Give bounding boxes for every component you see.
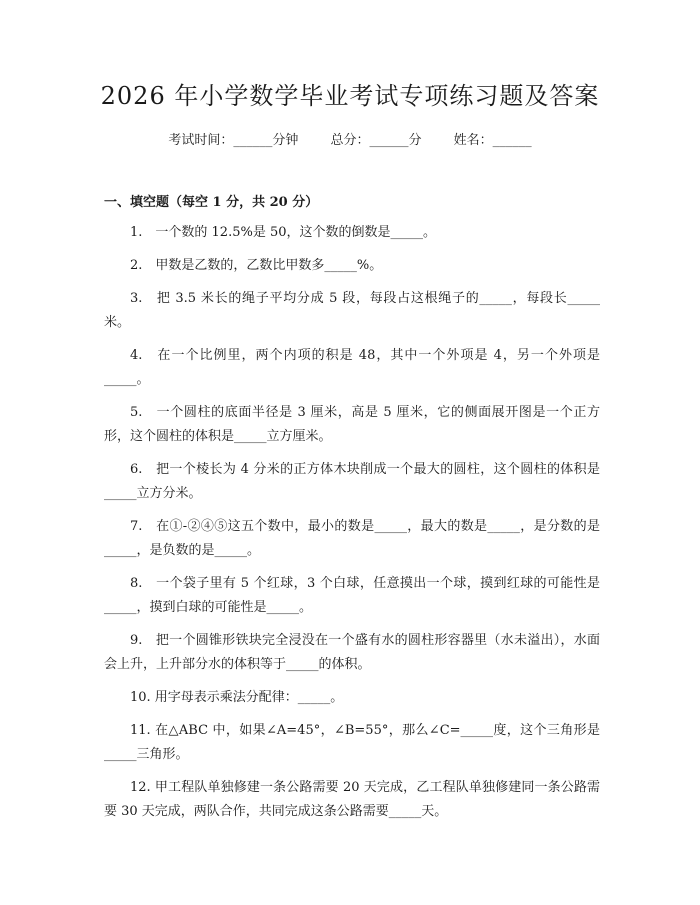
- question-item: 4. 在一个比例里，两个内项的积是 48，其中一个外项是 4，另一个外项是_____。: [104, 348, 600, 387]
- question-item: 5. 一个圆柱的底面半径是 3 厘米，高是 5 厘米，它的侧面展开图是一个正方形，这个圆柱的体积是_____立方厘米。: [104, 405, 600, 444]
- page-title: 2026 年小学数学毕业考试专项练习题及答案: [100, 82, 600, 110]
- question-item: 7. 在①-②④⑤这五个数中，最小的数是_____，最大的数是_____，是分数的是_____，是负数的是_____。: [104, 519, 600, 558]
- student-name-field: 姓名：______: [453, 133, 532, 148]
- question-item: 3. 把 3.5 米长的绳子平均分成 5 段，每段占这根绳子的_____，每段长_____米。: [104, 291, 600, 330]
- exam-info-line: [0, 131, 700, 151]
- section-heading: 一、填空题（每空 1 分，共 20 分）: [104, 195, 319, 210]
- question-item: 12. 甲工程队单独修建一条公路需要 20 天完成，乙工程队单独修建同一条公路需要 30 天完成，两队合作，共同完成这条公路需要_____天。: [104, 780, 600, 819]
- question-item: 8. 一个袋子里有 5 个红球，3 个白球，任意摸出一个球，摸到红球的可能性是_____，摸到白球的可能性是_____。: [104, 576, 600, 615]
- question-item: 2. 甲数是乙数的，乙数比甲数多_____%。: [130, 258, 383, 273]
- question-item: 10. 用字母表示乘法分配律：_____。: [130, 690, 344, 705]
- exam-time-field: 考试时间：______分钟: [168, 133, 299, 148]
- question-item: 11. 在△ABC 中，如果∠A=45°，∠B=55°，那么∠C=_____度，这个三角形是_____三角形。: [104, 723, 600, 762]
- total-score-field: 总分：______分: [330, 133, 422, 148]
- question-list: [104, 221, 600, 833]
- question-item: 1. 一个数的 12.5%是 50，这个数的倒数是_____。: [130, 225, 437, 240]
- question-item: 6. 把一个棱长为 4 分米的正方体木块削成一个最大的圆柱，这个圆柱的体积是_____立方分米。: [104, 462, 600, 501]
- question-item: 9. 把一个圆锥形铁块完全浸没在一个盛有水的圆柱形容器里（水未溢出），水面会上升，上升部分水的体积等于_____的体积。: [104, 633, 600, 672]
